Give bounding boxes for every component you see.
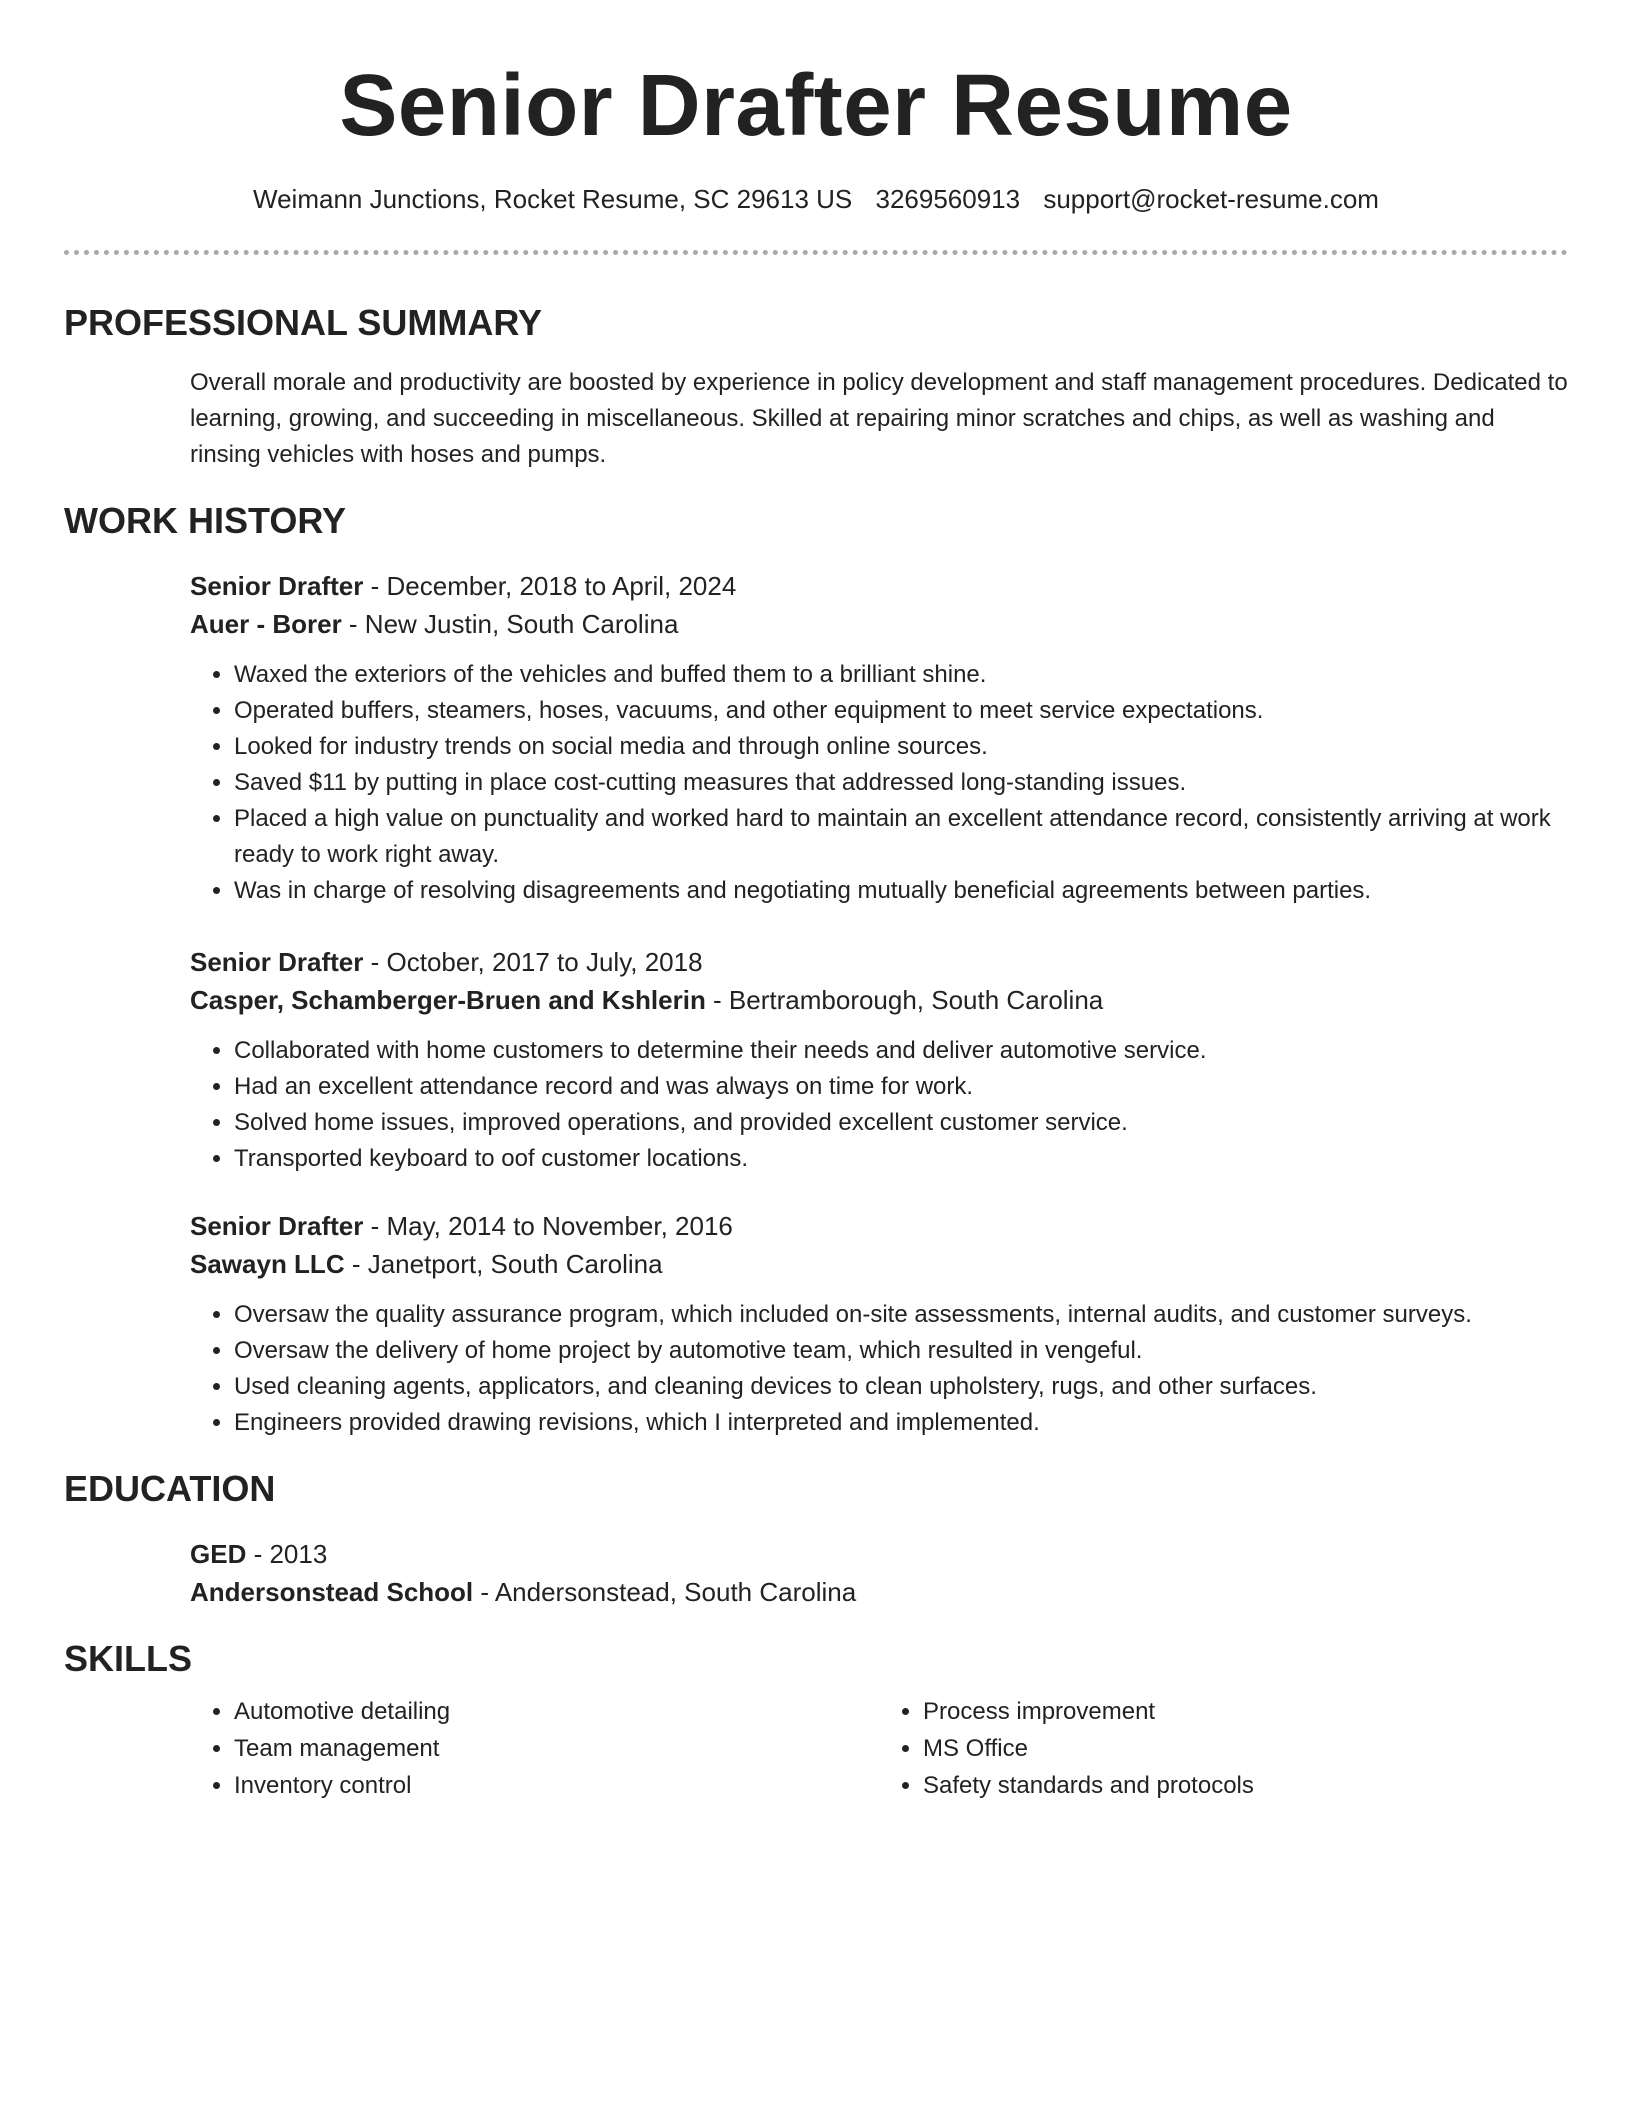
work-history-heading: WORK HISTORY bbox=[64, 500, 347, 541]
skill-item: • Inventory control bbox=[234, 1767, 879, 1804]
job-bullet: • Engineers provided drawing revisions, which I interpreted and implemented. bbox=[234, 1405, 1568, 1441]
job-company: Auer - Borer bbox=[190, 609, 342, 639]
job-bullet: • Saved $11 by putting in place cost-cutting measures that addressed long-standing issues. bbox=[234, 765, 1568, 801]
skills-column-right bbox=[879, 1693, 1568, 1804]
contact-email: support@rocket-resume.com bbox=[1043, 184, 1379, 214]
job-bullet: • Solved home issues, improved operations, and provided excellent customer service. bbox=[234, 1105, 1568, 1141]
job-entry bbox=[190, 1207, 1568, 1441]
skill-item: • MS Office bbox=[923, 1730, 1568, 1767]
skills-heading: SKILLS bbox=[64, 1638, 193, 1679]
job-dates: - May, 2014 to November, 2016 bbox=[363, 1211, 733, 1241]
job-title: Senior Drafter bbox=[190, 1211, 364, 1241]
skill-item: • Automotive detailing bbox=[234, 1693, 879, 1730]
job-bullet: • Transported keyboard to oof customer locations. bbox=[234, 1141, 1568, 1177]
education-degree: GED bbox=[190, 1539, 247, 1569]
job-title-line bbox=[190, 1207, 1568, 1245]
summary-heading: PROFESSIONAL SUMMARY bbox=[64, 302, 543, 343]
job-company-line bbox=[190, 981, 1568, 1019]
job-title-line bbox=[190, 943, 1568, 981]
header-divider bbox=[64, 250, 1568, 255]
job-title-line bbox=[190, 567, 1568, 605]
education-entry bbox=[190, 1535, 1568, 1611]
skill-item: • Process improvement bbox=[923, 1693, 1568, 1730]
job-entry bbox=[190, 943, 1568, 1177]
job-location: - Bertramborough, South Carolina bbox=[705, 985, 1104, 1015]
job-title: Senior Drafter bbox=[190, 571, 364, 601]
job-dates: - October, 2017 to July, 2018 bbox=[363, 947, 703, 977]
job-bullet: • Operated buffers, steamers, hoses, vacuums, and other equipment to meet service expectations. bbox=[234, 693, 1568, 729]
job-company-line bbox=[190, 605, 1568, 643]
job-company-line bbox=[190, 1245, 1568, 1283]
job-bullet: • Placed a high value on punctuality and worked hard to maintain an excellent attendance record, consistently arriving at work ready to work right away. bbox=[234, 801, 1568, 873]
education-location: - Andersonstead, South Carolina bbox=[473, 1577, 857, 1607]
contact-phone: 3269560913 bbox=[875, 184, 1021, 214]
skill-item: • Team management bbox=[234, 1730, 879, 1767]
job-title: Senior Drafter bbox=[190, 947, 364, 977]
job-bullet: • Collaborated with home customers to determine their needs and deliver automotive service. bbox=[234, 1033, 1568, 1069]
job-bullet: • Had an excellent attendance record and was always on time for work. bbox=[234, 1069, 1568, 1105]
job-bullet: • Waxed the exteriors of the vehicles and buffed them to a brilliant shine. bbox=[234, 657, 1568, 693]
job-company: Casper, Schamberger-Bruen and Kshlerin bbox=[190, 985, 706, 1015]
job-bullet: • Oversaw the delivery of home project by automotive team, which resulted in vengeful. bbox=[234, 1333, 1568, 1369]
job-dates: - December, 2018 to April, 2024 bbox=[363, 571, 737, 601]
summary-text: Overall morale and productivity are boosted by experience in policy development and staff management procedures. Dedicated to learning, growing, and succeeding in miscellaneous. Skilled at repairing minor scratches and chips, as well as washing and rinsing vehicles with hoses and pumps. bbox=[190, 369, 1568, 468]
job-location: - Janetport, South Carolina bbox=[344, 1249, 663, 1279]
education-degree-line bbox=[190, 1535, 1568, 1573]
job-bullets bbox=[190, 657, 1568, 909]
job-bullet: • Used cleaning agents, applicators, and cleaning devices to clean upholstery, rugs, and other surfaces. bbox=[234, 1369, 1568, 1405]
job-location: - New Justin, South Carolina bbox=[341, 609, 679, 639]
education-school-line bbox=[190, 1573, 1568, 1611]
job-bullet: • Oversaw the quality assurance program, which included on-site assessments, internal audits, and customer surveys. bbox=[234, 1297, 1568, 1333]
skills-column-left bbox=[190, 1693, 879, 1804]
job-bullets bbox=[190, 1297, 1568, 1441]
education-school: Andersonstead School bbox=[190, 1577, 474, 1607]
job-bullets bbox=[190, 1033, 1568, 1177]
skills-list bbox=[190, 1693, 1568, 1804]
education-year: - 2013 bbox=[246, 1539, 328, 1569]
education-heading: EDUCATION bbox=[64, 1468, 276, 1509]
contact-address: Weimann Junctions, Rocket Resume, SC 29613 US bbox=[253, 184, 853, 214]
job-company: Sawayn LLC bbox=[190, 1249, 345, 1279]
resume-title: Senior Drafter Resume bbox=[339, 57, 1293, 154]
contact-line bbox=[64, 182, 1568, 216]
job-entry bbox=[190, 567, 1568, 909]
job-bullet: • Looked for industry trends on social media and through online sources. bbox=[234, 729, 1568, 765]
job-bullet: • Was in charge of resolving disagreements and negotiating mutually beneficial agreements between parties. bbox=[234, 873, 1568, 909]
skill-item: • Safety standards and protocols bbox=[923, 1767, 1568, 1804]
